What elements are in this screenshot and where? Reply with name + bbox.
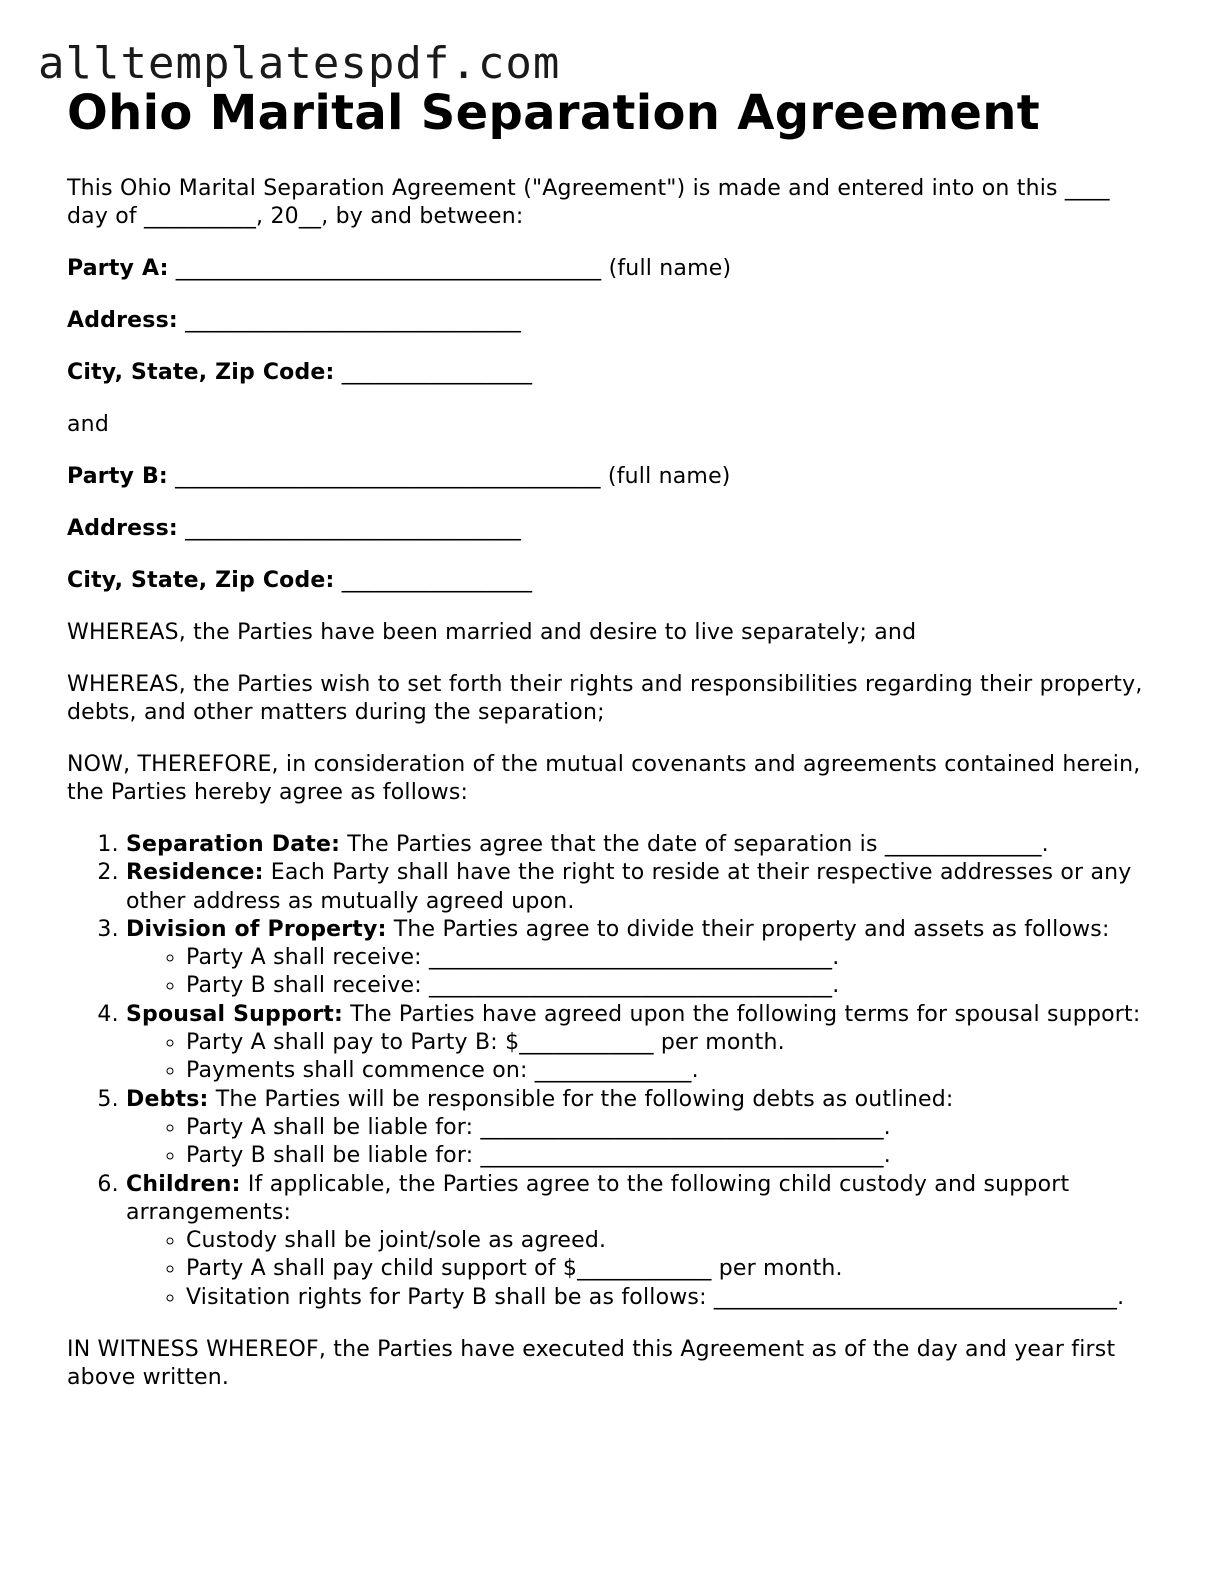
party-a-address-blank: ______________________________ xyxy=(185,308,522,333)
terms-list xyxy=(67,831,1157,1312)
term-title: Separation Date: xyxy=(126,832,341,857)
term-residence xyxy=(126,859,1157,916)
term-debts xyxy=(126,1086,1157,1171)
party-b-name-blank: ______________________________________ (full name) xyxy=(175,464,731,489)
party-b-label: Party B: xyxy=(67,464,168,489)
term-text: If applicable, the Parties agree to the following child custody and support arrangements: xyxy=(126,1171,1070,1225)
term-title: Children: xyxy=(126,1171,241,1197)
party-b-city-blank: _________________ xyxy=(341,568,533,593)
and-connector: and xyxy=(67,412,109,437)
intro-paragraph: This Ohio Marital Separation Agreement ("Agreement") is made and entered into on this ____ day of __________, 20__, by and between: xyxy=(67,176,1110,229)
list-item: ◦ Party A shall be liable for: ____________________________________. xyxy=(186,1114,1157,1142)
whereas-clause-2: WHEREAS, the Parties wish to set forth their rights and responsibilities regarding their property, debts, and other matters during the separation; xyxy=(67,672,1143,725)
document-title: Ohio Marital Separation Agreement xyxy=(67,85,1040,141)
list-item: ◦ Payments shall commence on: ______________. xyxy=(186,1057,1157,1085)
term-text: The Parties will be responsible for the following debts as outlined: xyxy=(208,1086,954,1112)
list-item: ◦ Party A shall pay child support of $____________ per month. xyxy=(186,1255,1157,1283)
party-b-address-blank: ______________________________ xyxy=(185,516,522,541)
term-children xyxy=(126,1171,1157,1312)
party-a-city-field xyxy=(67,359,1157,387)
party-a-label: Party A: xyxy=(67,256,169,281)
party-a-name-blank: ______________________________________ (full name) xyxy=(175,256,732,281)
term-separation-date xyxy=(126,831,1157,859)
whereas-clause-1: WHEREAS, the Parties have been married and desire to live separately; and xyxy=(67,620,917,645)
list-item: ◦ Party A shall pay to Party B: $____________ per month. xyxy=(186,1029,1157,1057)
party-b-city-label: City, State, Zip Code: xyxy=(67,568,335,593)
party-a-name-field xyxy=(67,255,1157,283)
witness-clause: IN WITNESS WHEREOF, the Parties have executed this Agreement as of the day and year first above written. xyxy=(67,1337,1116,1391)
term-title: Division of Property: xyxy=(126,916,387,942)
term-title: Residence: xyxy=(126,860,264,886)
property-sublist xyxy=(126,944,1157,1001)
party-b-name-field xyxy=(67,463,1157,491)
list-item: ◦ Party B shall receive: ____________________________________. xyxy=(186,972,1157,1000)
term-text: Each Party shall have the right to reside at their respective addresses or any other address as mutually agreed upon. xyxy=(126,860,1132,914)
party-b-address-label: Address: xyxy=(67,516,178,541)
party-b-city-field xyxy=(67,567,1157,595)
support-sublist xyxy=(126,1029,1157,1086)
term-title: Debts: xyxy=(126,1086,209,1112)
party-a-city-blank: _________________ xyxy=(341,360,533,385)
term-division-of-property xyxy=(126,916,1157,1001)
term-text: The Parties agree that the date of separation is ______________. xyxy=(340,832,1049,857)
term-text: The Parties agree to divide their property and assets as follows: xyxy=(386,916,1110,942)
list-item: ◦ Visitation rights for Party B shall be as follows: ____________________________________. xyxy=(186,1284,1157,1312)
site-watermark: alltemplatespdf.com xyxy=(38,38,561,89)
party-b-address-field xyxy=(67,515,1157,543)
term-text: The Parties have agreed upon the following terms for spousal support: xyxy=(343,1001,1141,1027)
children-sublist xyxy=(126,1227,1157,1312)
list-item: ◦ Custody shall be joint/sole as agreed. xyxy=(186,1227,1157,1255)
party-a-address-label: Address: xyxy=(67,308,178,333)
party-a-city-label: City, State, Zip Code: xyxy=(67,360,335,385)
list-item: ◦ Party B shall be liable for: ____________________________________. xyxy=(186,1142,1157,1170)
list-item: ◦ Party A shall receive: ____________________________________. xyxy=(186,944,1157,972)
now-therefore-clause: NOW, THEREFORE, in consideration of the mutual covenants and agreements contained herein, the Parties hereby agree as follows: xyxy=(67,752,1141,805)
document-body xyxy=(67,84,1157,1392)
party-a-address-field xyxy=(67,307,1157,335)
term-spousal-support xyxy=(126,1001,1157,1086)
debts-sublist xyxy=(126,1114,1157,1171)
term-title: Spousal Support: xyxy=(126,1001,343,1027)
